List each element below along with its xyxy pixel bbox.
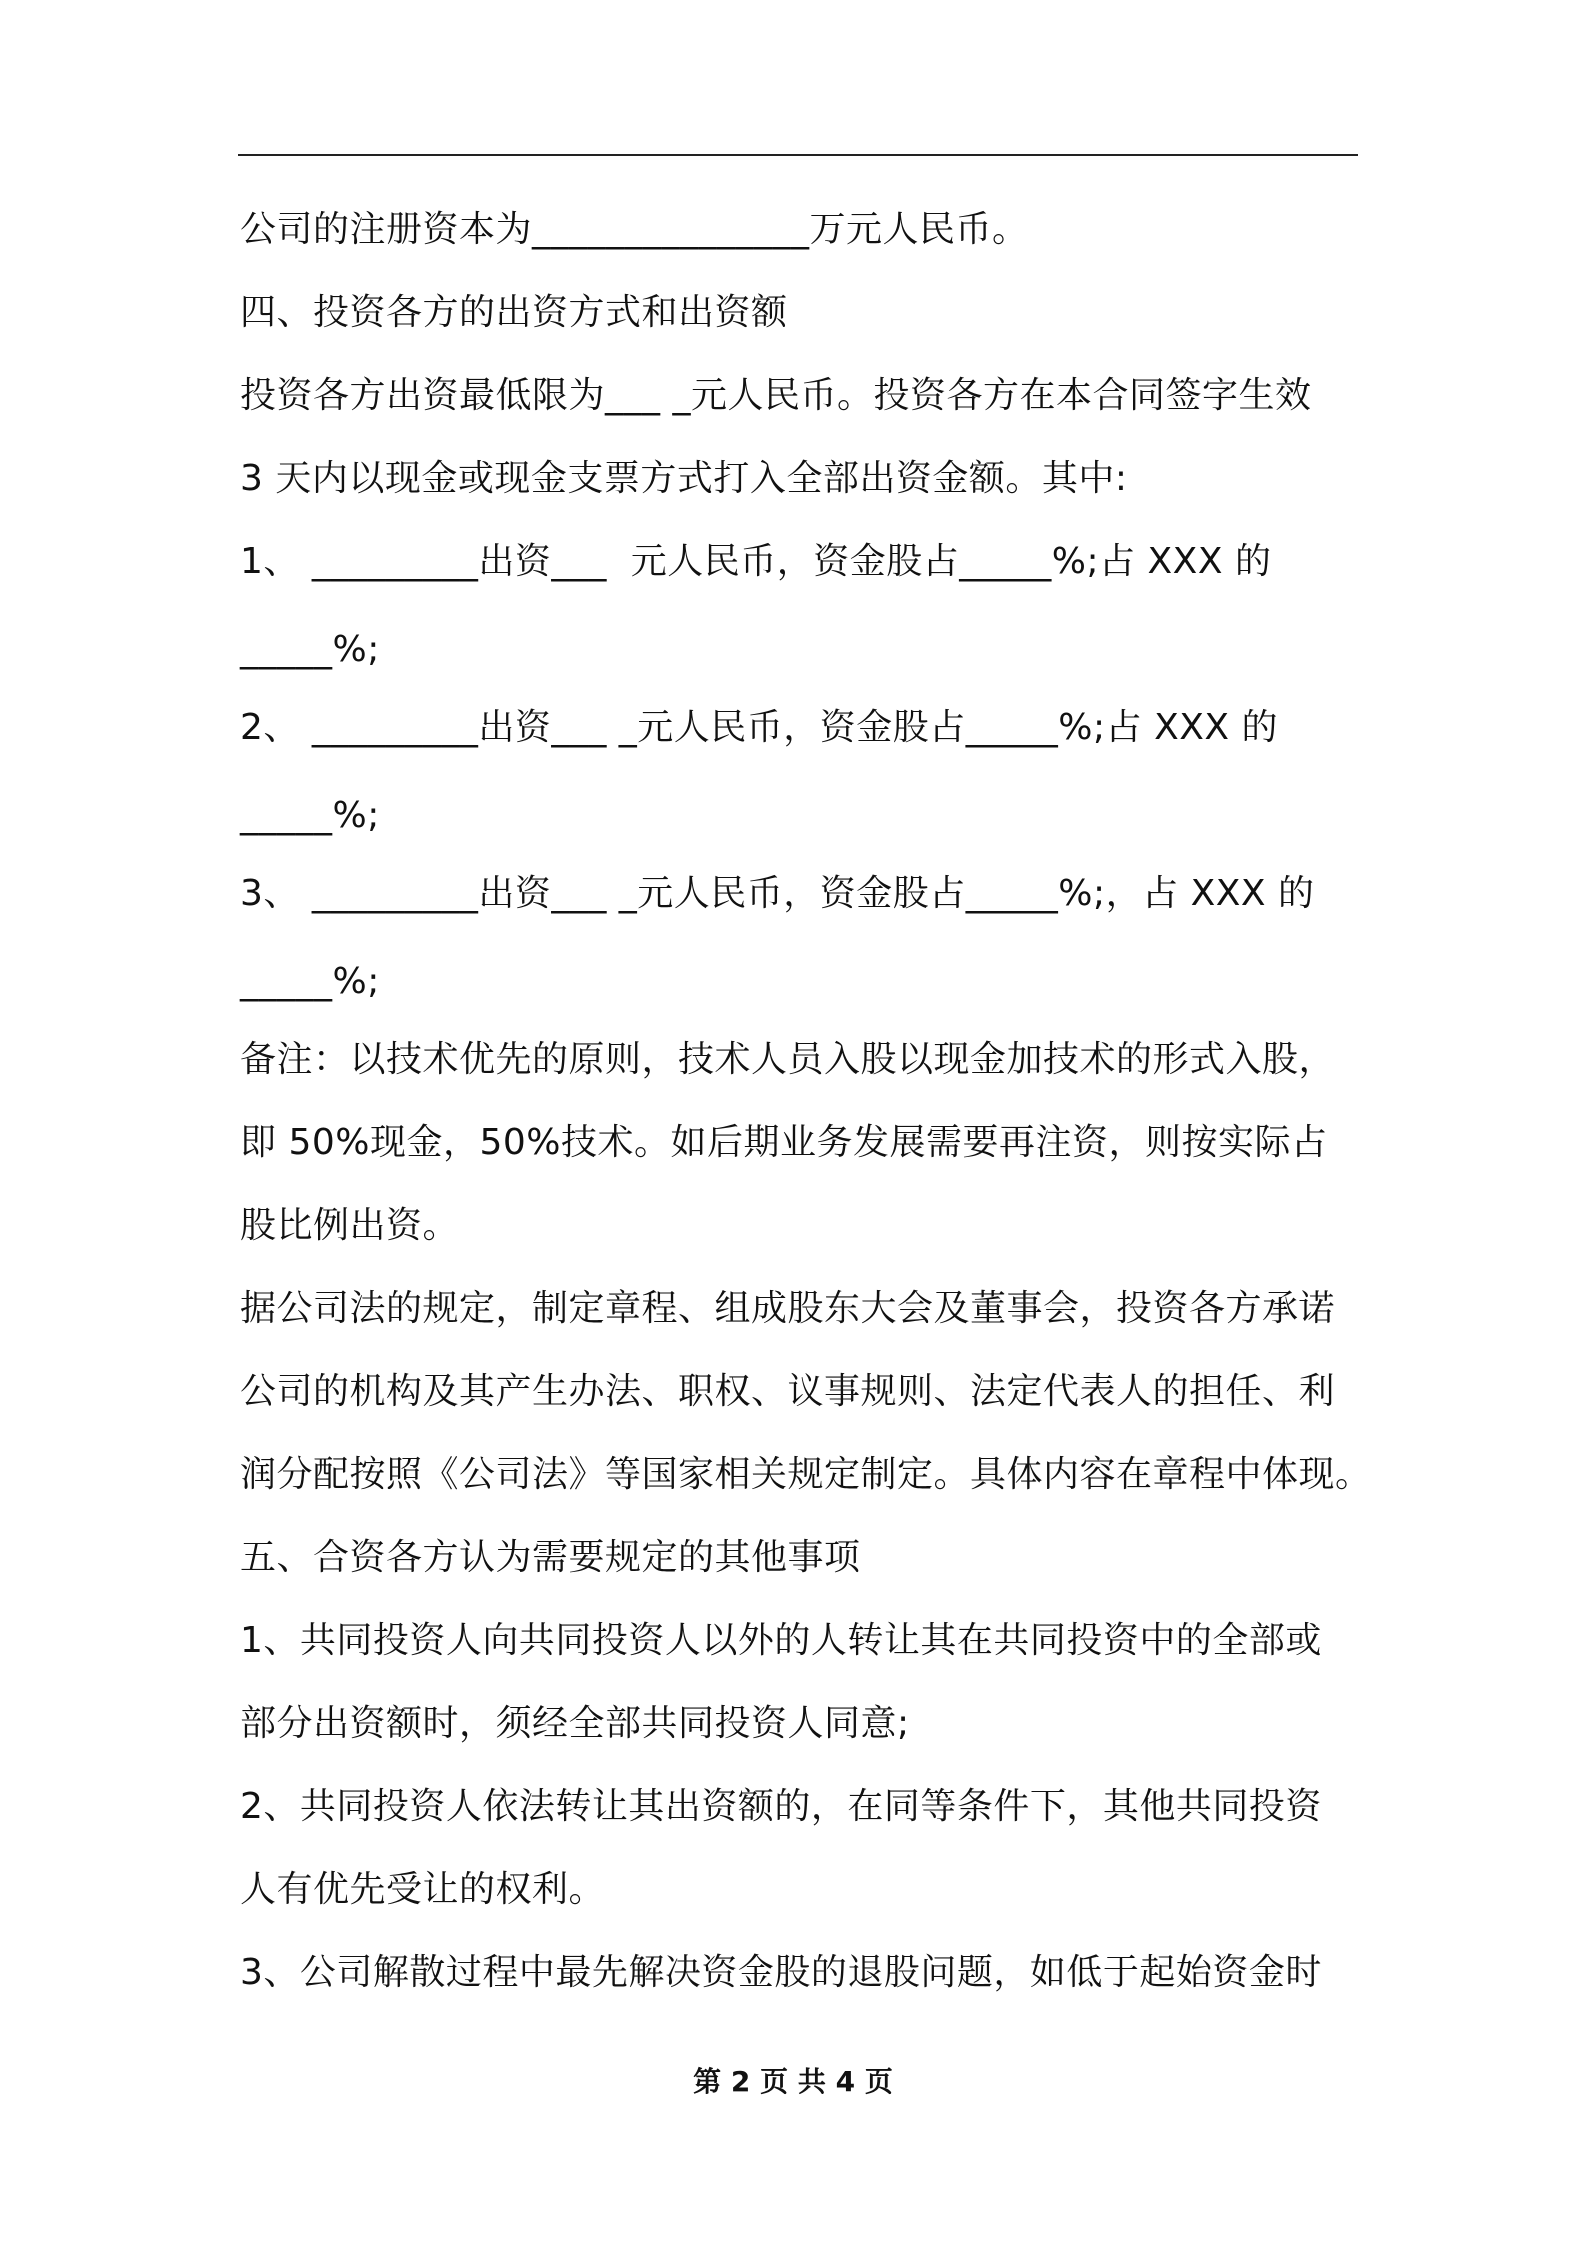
page-number-footer: 第 2 页 共 4 页 [693,2065,893,2098]
note-paragraph-cont-2: 股比例出资。 [240,1205,460,1246]
investor-2-percent: _____%; [240,795,380,836]
paragraph-registered-capital: 公司的注册资本为_______________万元人民币。 [240,209,1029,250]
paragraph-min-investment-cont: 3 天内以现金或现金支票方式打入全部出资金额。其中: [240,458,1128,499]
note-paragraph-cont-1: 即 50%现金，50%技术。如后期业务发展需要再注资，则按实际占 [240,1122,1328,1163]
item-3-paragraph: 3、公司解散过程中最先解决资金股的退股问题，如低于起始资金时 [240,1952,1322,1993]
investor-1-percent: _____%; [240,629,380,670]
section-heading-four: 四、投资各方的出资方式和出资额 [240,292,788,333]
note-paragraph: 备注：以技术优先的原则，技术人员入股以现金加技术的形式入股， [240,1039,1336,1080]
paragraph-min-investment: 投资各方出资最低限为___ _元人民币。投资各方在本合同签字生效 [240,375,1312,416]
company-law-paragraph-cont-1: 公司的机构及其产生办法、职权、议事规则、法定代表人的担任、利 [240,1371,1336,1412]
item-2-paragraph: 2、共同投资人依法转让其出资额的，在同等条件下，其他共同投资 [240,1786,1322,1827]
investor-3-line: 3、 _________出资___ _元人民币，资金股占_____%;，占 XXX 的 [240,873,1315,914]
item-1-paragraph: 1、共同投资人向共同投资人以外的人转让其在共同投资中的全部或 [240,1620,1322,1661]
company-law-paragraph-cont-2: 润分配按照《公司法》等国家相关规定制定。具体内容在章程中体现。 [240,1454,1372,1495]
investor-2-line: 2、 _________出资___ _元人民币，资金股占_____%;占 XXX 的 [240,707,1279,748]
investor-1-line: 1、 _________出资___ 元人民币，资金股占_____%;占 XXX 的 [240,541,1272,582]
section-heading-five: 五、合资各方认为需要规定的其他事项 [240,1537,861,1578]
investor-3-percent: _____%; [240,961,380,1002]
item-1-paragraph-cont: 部分出资额时，须经全部共同投资人同意; [240,1703,910,1744]
company-law-paragraph: 据公司法的规定，制定章程、组成股东大会及董事会，投资各方承诺 [240,1288,1336,1329]
item-2-paragraph-cont: 人有优先受让的权利。 [240,1869,606,1910]
header-rule [238,154,1358,156]
